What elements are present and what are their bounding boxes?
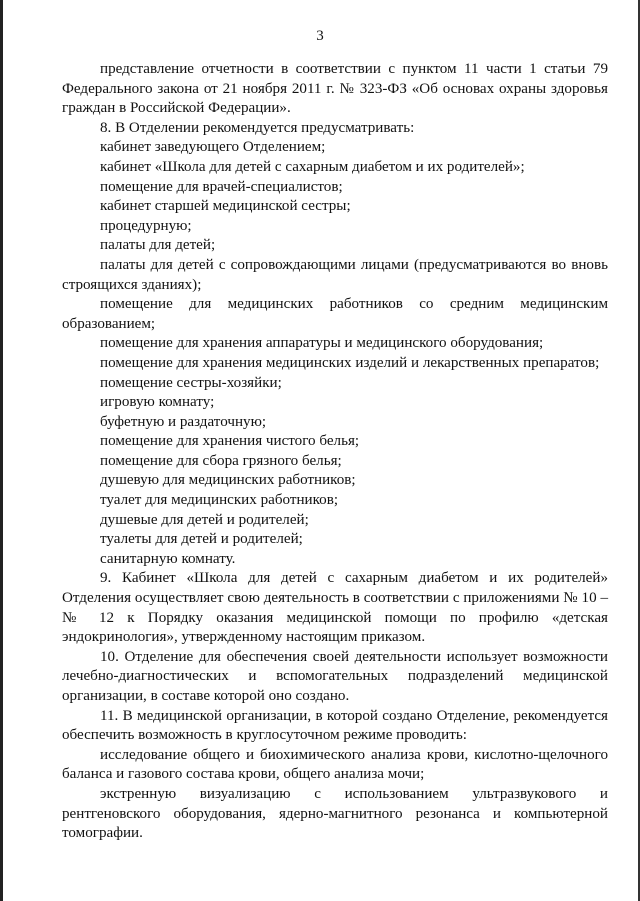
list-item: туалет для медицинских работников;: [100, 492, 339, 509]
list-item: кабинет старшей медицинской сестры;: [100, 198, 351, 215]
document-body: [62, 60, 608, 844]
list-item: душевую для медицинских работников;: [100, 472, 356, 489]
paragraph-continuation: представление отчетности в соответствии с пунктом 11 части 1 статьи 79 Федерального закона от 21 ноября 2011 г. № 323-ФЗ «Об основах охраны здоровья граждан в Российской Федерации».: [62, 61, 608, 117]
list-item: помещение для хранения чистого белья;: [100, 433, 360, 450]
page-number: 3: [316, 28, 324, 44]
list-item: помещение сестры-хозяйки;: [100, 374, 282, 391]
list-item: кабинет «Школа для детей с сахарным диабетом и их родителей»;: [100, 158, 525, 175]
list-item: палаты для детей с сопровождающими лицами (предусматриваются во вновь строящихся зданиях);: [62, 256, 608, 293]
list-item: исследование общего и биохимического анализа крови, кислотно-щелочного баланса и газового состава крови, общего анализа мочи;: [62, 746, 608, 783]
list-item: помещение для сбора грязного белья;: [100, 452, 342, 469]
list-item: помещение для врачей-специалистов;: [100, 178, 343, 195]
list-item: помещение для медицинских работников со средним медицинским образованием;: [62, 296, 608, 332]
paragraph-section-8: 8. В Отделении рекомендуется предусматривать:: [100, 119, 415, 136]
list-item: санитарную комнату.: [100, 550, 236, 567]
list-item: туалеты для детей и родителей;: [100, 531, 303, 548]
list-item: игровую комнату;: [100, 394, 215, 411]
list-item: палаты для детей;: [100, 237, 216, 254]
list-item: помещение для хранения аппаратуры и медицинского оборудования;: [100, 335, 544, 352]
list-item: кабинет заведующего Отделением;: [100, 139, 326, 156]
scan-edge-left: [0, 0, 3, 901]
list-item: душевые для детей и родителей;: [100, 511, 309, 528]
paragraph-section-10: 10. Отделение для обеспечения своей деятельности использует возможности лечебно-диагностических и вспомогательных подразделений медицинской организации, в составе которой оно создано.: [62, 648, 608, 704]
paragraph-section-9: 9. Кабинет «Школа для детей с сахарным диабетом и их родителей» Отделения осуществляет свою деятельность в соответствии с приложениями № 10 – № 12 к Порядку оказания медицинской помощи по профилю «детская эндокринология», утвержденному настоящим приказом.: [62, 570, 608, 646]
list-item: процедурную;: [100, 217, 192, 234]
list-item: экстренную визуализацию с использованием ультразвукового и рентгеновского оборудования, ядерно-магнитного резонанса и компьютерной томографии.: [62, 785, 608, 842]
list-item: помещение для хранения медицинских изделий и лекарственных препаратов;: [100, 354, 600, 371]
paragraph-section-11: 11. В медицинской организации, в которой создано Отделение, рекомендуется обеспечить возможность в круглосуточном режиме проводить:: [62, 707, 608, 744]
list-item: буфетную и раздаточную;: [100, 413, 267, 430]
